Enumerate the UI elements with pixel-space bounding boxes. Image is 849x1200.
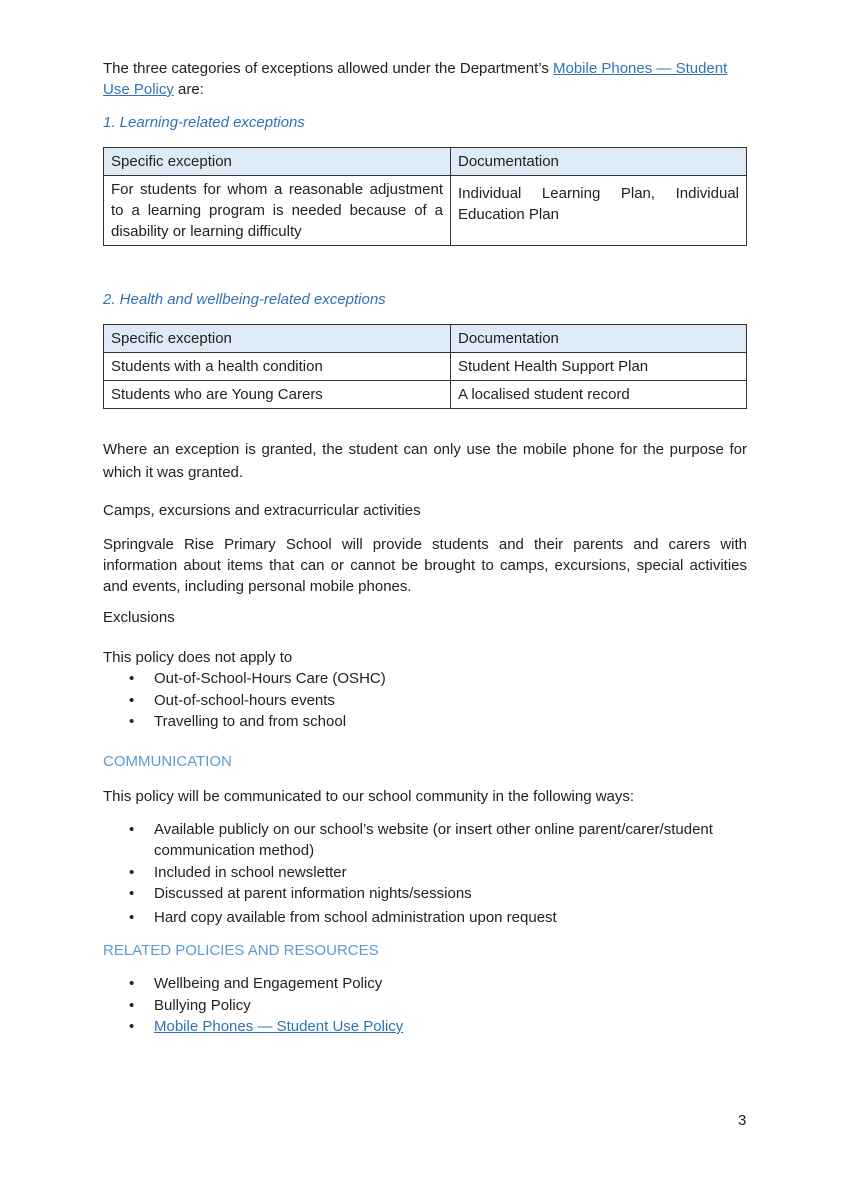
list-item-text: Wellbeing and Engagement Policy <box>154 975 383 992</box>
list-item-text: Included in school newsletter <box>154 863 347 881</box>
list-item <box>103 690 747 712</box>
header-cell-specific-exception: Specific exception <box>104 325 451 353</box>
header-cell-documentation: Documentation <box>451 325 747 353</box>
camps-paragraph: Springvale Rise Primary School will provide students and their parents and carers with information about items that can or cannot be brought to camps, excursions, special activities and events, including personal mobile phones. <box>103 536 747 595</box>
list-item-text: Out-of-school-hours events <box>154 691 335 709</box>
health-exceptions-heading: 2. Health and wellbeing-related exceptions <box>103 291 386 308</box>
bullet-icon: • <box>129 691 135 709</box>
list-item-text: Discussed at parent information nights/sessions <box>154 885 472 902</box>
bullet-icon: • <box>129 713 135 730</box>
list-item <box>103 711 747 733</box>
table-row <box>104 353 747 381</box>
bullet-icon: • <box>129 863 135 881</box>
table-cell-documentation: Student Health Support Plan <box>451 353 747 381</box>
list-item <box>103 1016 747 1038</box>
mobile-phones-policy-link[interactable]: Mobile Phones — Student Use Policy <box>103 60 728 98</box>
list-item <box>103 668 747 690</box>
learning-exceptions-heading: 1. Learning-related exceptions <box>103 114 305 131</box>
table-header-row <box>104 325 747 353</box>
bullet-icon: • <box>129 908 135 926</box>
list-item <box>103 862 747 884</box>
document-page <box>103 58 747 1038</box>
table-cell-documentation <box>451 176 747 246</box>
table-cell-exception: Students with a health condition <box>104 353 451 381</box>
table-cell-exception: Students who are Young Carers <box>104 381 451 409</box>
bullet-icon: • <box>129 996 135 1014</box>
list-item-text: Available publicly on our school’s website (or insert other online parent/carer/student communication method) <box>154 820 713 859</box>
table-cell-documentation: A localised student record <box>451 381 747 409</box>
documentation-line-2: Education Plan <box>458 206 559 223</box>
bullet-icon: • <box>129 670 135 687</box>
related-mobile-phones-link[interactable]: Mobile Phones — Student Use Policy <box>154 1018 404 1035</box>
bullet-icon: • <box>129 975 135 992</box>
header-cell-documentation: Documentation <box>451 148 747 176</box>
related-policies-heading: RELATED POLICIES AND RESOURCES <box>103 942 379 959</box>
list-item <box>103 819 747 862</box>
intro-text: The three categories of exceptions allowed under the Department’s <box>103 60 553 77</box>
communication-intro: This policy will be communicated to our school community in the following ways: <box>103 787 635 805</box>
table-header-row <box>104 148 747 176</box>
exclusions-list <box>103 668 747 733</box>
list-item-text: Out-of-School-Hours Care (OSHC) <box>154 670 386 687</box>
health-exceptions-table <box>103 324 747 409</box>
list-item-text: Bullying Policy <box>154 996 251 1014</box>
table-cell-exception: For students for whom a reasonable adjustment to a learning program is needed because of a disability or learning difficulty <box>104 176 451 246</box>
exclusions-intro: This policy does not apply to <box>103 649 293 666</box>
camps-heading: Camps, excursions and extracurricular activities <box>103 502 421 519</box>
exception-note: Where an exception is granted, the student can only use the mobile phone for the purpose for which it was granted. <box>103 441 747 481</box>
intro-text-end: are: <box>173 81 204 98</box>
communication-list <box>103 819 747 929</box>
bullet-icon: • <box>129 885 135 902</box>
list-item-text: Travelling to and from school <box>154 713 347 730</box>
list-item <box>103 883 747 905</box>
list-item <box>103 973 747 995</box>
learning-exceptions-table <box>103 147 747 246</box>
communication-heading: COMMUNICATION <box>103 752 232 770</box>
documentation-line-1: Individual Learning Plan, Individual <box>458 185 739 202</box>
bullet-icon: • <box>129 820 135 838</box>
table-row <box>104 176 747 246</box>
intro-paragraph <box>103 58 747 100</box>
list-item <box>103 995 747 1017</box>
list-item-text: Hard copy available from school administration upon request <box>154 908 557 926</box>
exclusions-heading: Exclusions <box>103 609 175 626</box>
table-row <box>104 381 747 409</box>
related-policies-list <box>103 973 747 1038</box>
bullet-icon: • <box>129 1018 135 1035</box>
header-cell-specific-exception: Specific exception <box>104 148 451 176</box>
list-item <box>103 907 747 929</box>
page-number: 3 <box>738 1112 747 1129</box>
